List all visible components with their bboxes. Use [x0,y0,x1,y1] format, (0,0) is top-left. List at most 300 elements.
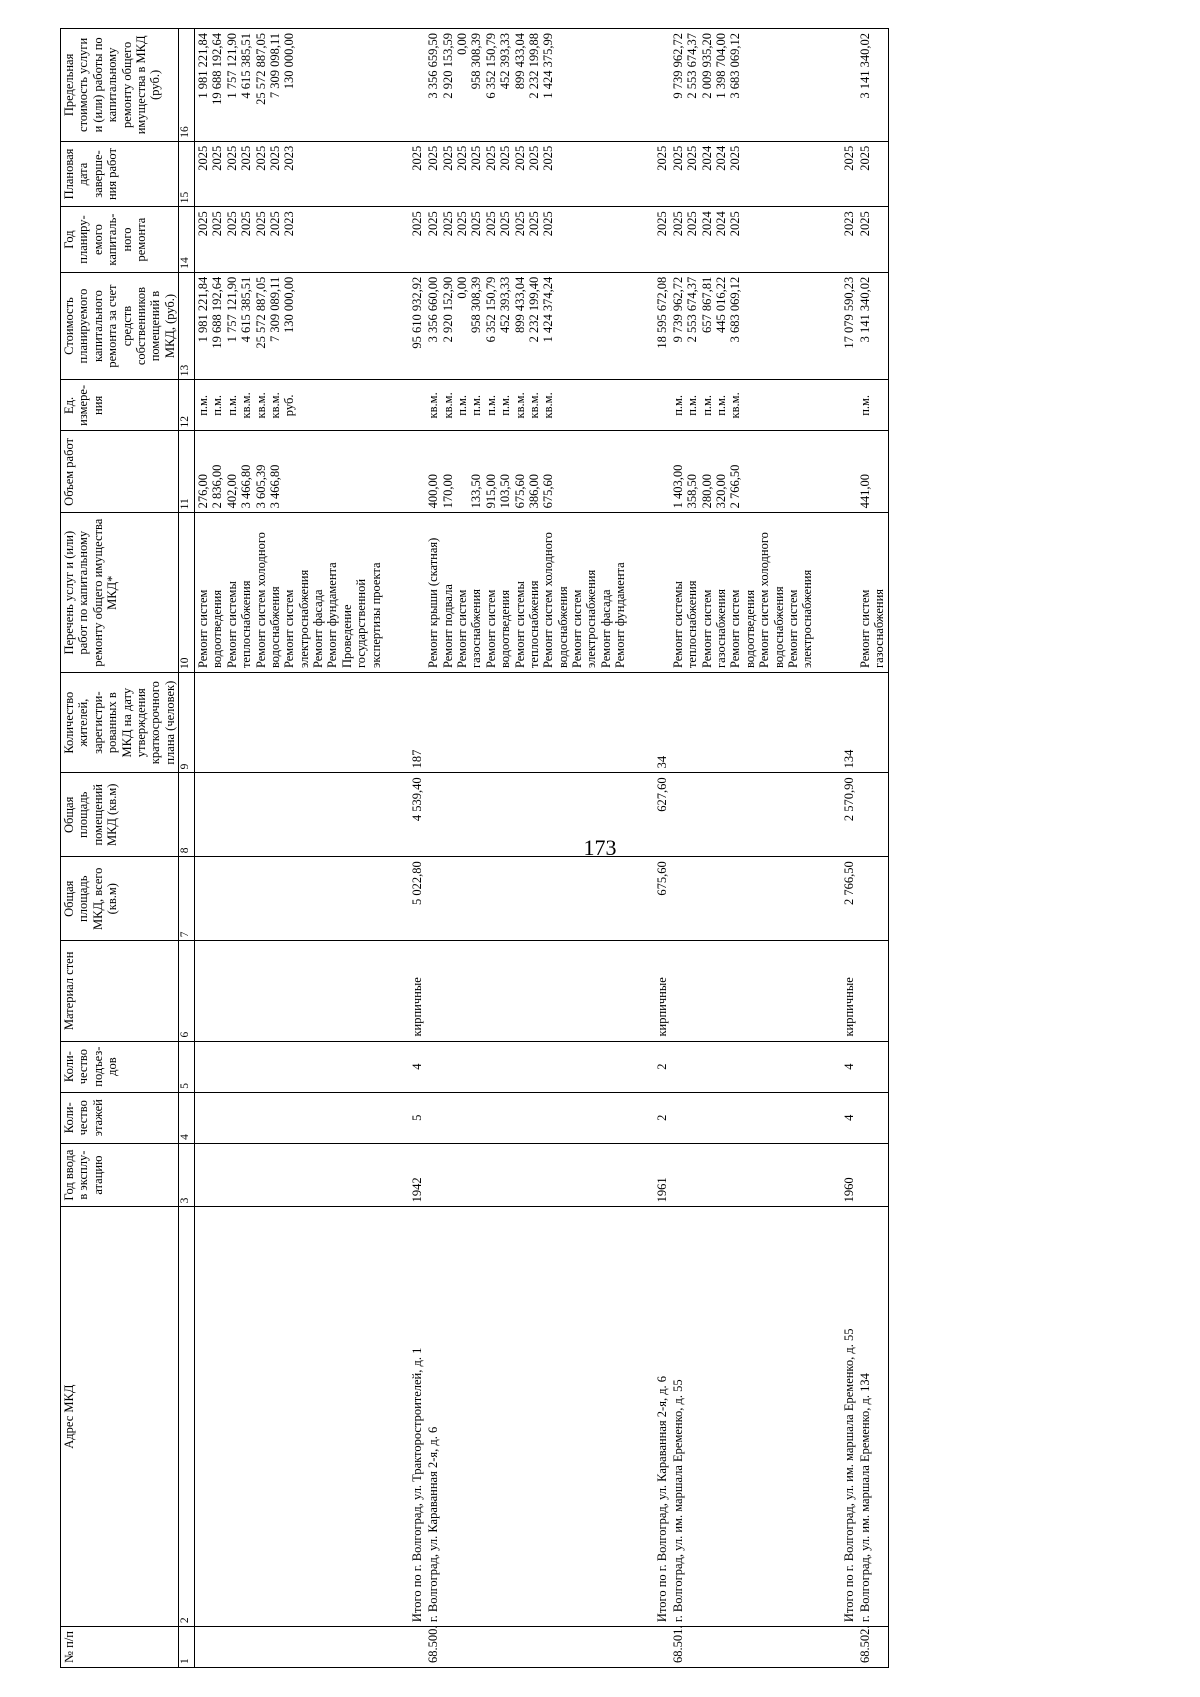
cell-line: 2 553 674,37 [685,33,700,99]
cell-wall: кирпичные [629,941,670,1041]
cell-line: 6 352 150,79 [483,276,498,343]
cell-line: 17 079 590,23 [841,276,856,349]
cell-address: Итого по г. Волгоград, ул. Тракторостроителей, д. 1 [384,1207,425,1627]
header-cell: Стоимость планируемого капитального ремонта за счет средств собственников помещений в МКД, (руб.) [61,272,179,379]
cell-limit [195,29,384,142]
cell-plan-year [670,207,816,273]
cell-line: Проведение государственной экспертизы проекта [339,562,383,669]
cell-residents [670,673,816,773]
cell-end-year [384,141,425,207]
cell-line: 2 009 935,20 [699,33,714,99]
cell-year-built: 1961 [629,1143,670,1206]
cell-year-built [195,1143,384,1206]
cell-line: 3 141 340,02 [858,33,872,99]
column-number-cell: 5 [179,1041,195,1092]
cell-year-built [857,1143,888,1206]
cell-residents: 134 [816,673,857,773]
cell-line: руб. [282,394,297,417]
header-cell: Год ввода в эксплу-атацию [61,1143,179,1206]
cell-area-rooms [195,773,384,857]
cell-line: 2025 [224,145,239,171]
cell-line: 25 572 887,05 [253,276,268,349]
cell-line: 2025 [483,211,498,237]
cell-line: 899 433,04 [512,276,527,334]
column-number-cell: 16 [179,29,195,142]
cell-address: Итого по г. Волгоград, ул. им. маршала Еременко, д. 55 [816,1207,857,1627]
cell-line: п.м. [498,394,513,416]
cell-plan-year [425,207,628,273]
column-number-cell: 7 [179,857,195,941]
cell-line: 170,00 [440,473,455,509]
cell-line: 2025 [512,145,527,171]
cell-line: 441,00 [858,473,872,509]
cell-line: Ремонт подвала [440,584,455,669]
cell-line: 2025 [858,211,872,237]
cell-wall [857,941,888,1041]
cell-unit [425,380,628,431]
cell-line: Ремонт систем водоотведения [196,589,225,669]
cell-wall: кирпичные [384,941,425,1041]
cell-residents [857,673,888,773]
cell-line: 2025 [858,145,872,171]
cell-line: 19 688 192,64 [210,33,225,105]
cell-floors [425,1092,628,1143]
cell-line: 103,50 [498,473,513,509]
cell-num [384,1627,425,1668]
cell-line: п.м. [699,394,714,416]
cell-address: Итого по г. Волгоград, ул. Караванная 2-я, д. 6 [629,1207,670,1627]
cell-address: г. Волгоград, ул. Караванная 2-я, д. 6 [425,1207,628,1627]
cell-line: 133,50 [469,473,484,509]
cell-work [629,513,670,673]
cell-line: 2025 [498,145,513,171]
cell-cost [670,272,816,379]
header-row [61,29,179,1668]
cell-line: кв.м. [426,392,441,419]
cell-line: 2025 [654,145,669,171]
cell-line: 6 352 150,79 [483,33,498,99]
cell-line: 2024 [714,145,728,171]
cell-volume [425,431,628,513]
cell-line: п.м. [670,394,685,416]
column-number-cell: 14 [179,207,195,273]
cell-line: Ремонт систем водоотведения [728,589,757,669]
cell-line: 2 232 199,40 [526,276,541,343]
cell-line: 0,00 [455,33,469,55]
header-cell: Общая площадь помещений МКД (кв.м) [61,773,179,857]
cell-line: 130 000,00 [282,33,297,90]
cell-line: 1 757 121,90 [224,33,239,99]
cell-cost [384,272,425,379]
table-row [425,29,628,1668]
cell-line: 400,00 [426,473,441,509]
cell-line: 276,00 [196,473,210,509]
cell-wall: кирпичные [816,941,857,1041]
cell-line: 2025 [239,145,254,171]
cell-area-total: 5 022,80 [384,857,425,941]
column-number-cell: 15 [179,141,195,207]
cell-line: 657 867,81 [699,276,714,334]
cell-line: 2025 [409,145,424,171]
cell-work [857,513,888,673]
cell-line: Ремонт систем газоснабжения [455,588,484,669]
cell-year-built: 1942 [384,1143,425,1206]
cell-volume [384,431,425,513]
column-number-cell: 2 [179,1207,195,1627]
cell-area-rooms: 4 539,40 [384,773,425,857]
header-cell: Предельная стоимость услуги и (или) работы по капитальному ремонту общего имущества в МКД (руб.) [61,29,179,142]
table-row [857,29,888,1668]
cell-line: 7 309 098,11 [267,33,282,99]
cell-volume [857,431,888,513]
column-number-cell: 11 [179,431,195,513]
cell-area-total [195,857,384,941]
cell-line: Ремонт фундамента [325,562,340,669]
cell-floors [857,1092,888,1143]
cell-work [670,513,816,673]
cell-line: п.м. [469,394,484,416]
cell-line: 3 466,80 [239,464,254,509]
cell-wall [425,941,628,1041]
cell-limit [816,29,857,142]
cell-work [384,513,425,673]
cell-line: 2025 [210,211,225,237]
header-cell: Коли-чество этажей [61,1092,179,1143]
table-row [195,29,384,1668]
cell-line: 2025 [841,145,856,171]
cell-line: кв.м. [267,392,282,419]
cell-line: 2025 [541,211,556,237]
cell-line: 2025 [541,145,556,171]
column-number-cell: 4 [179,1092,195,1143]
cell-area-rooms: 627,60 [629,773,670,857]
cell-line: 2024 [699,145,714,171]
cell-area-total [670,857,816,941]
cell-line: 2025 [512,211,527,237]
total-row [816,29,857,1668]
cell-line: п.м. [196,394,210,416]
cell-line: п.м. [714,394,728,416]
cell-line: 358,50 [685,473,700,509]
cell-line: 675,60 [541,473,556,509]
cell-line: 2 553 674,37 [685,276,700,343]
cell-line: 2025 [253,211,268,237]
cell-year-built [670,1143,816,1206]
cell-line: п.м. [483,394,498,416]
cell-line: 2025 [526,145,541,171]
cell-line: Ремонт систем газоснабжения [858,588,887,669]
cell-line: 1 398 704,00 [714,33,728,99]
cell-line: 2 232 199,88 [526,33,541,99]
cell-residents: 34 [629,673,670,773]
column-number-cell: 13 [179,272,195,379]
cell-year-built: 1960 [816,1143,857,1206]
cell-line: 3 356 659,50 [426,33,441,99]
header-cell: Адрес МКД [61,1207,179,1627]
cell-line: 0,00 [455,276,469,299]
cell-line: п.м. [224,394,239,416]
cell-wall [195,941,384,1041]
cell-line: 1 981 221,84 [196,33,210,99]
cell-area-rooms: 2 570,90 [816,773,857,857]
cell-line: 2025 [267,145,282,171]
cell-line: 452 393,33 [498,33,513,90]
cell-limit [384,29,425,142]
cell-unit [195,380,384,431]
header-cell: Общая площадь МКД, всего (кв.м) [61,857,179,941]
header-cell: Год планиру-емого капиталь-ного ремонта [61,207,179,273]
cell-limit [670,29,816,142]
cell-line: 2025 [469,145,484,171]
cell-line: Ремонт систем холодного водоснабжения [541,532,570,669]
cell-line: 2025 [469,211,484,237]
cell-line: 1 981 221,84 [196,276,210,343]
cell-work [425,513,628,673]
cell-line: кв.м. [440,392,455,419]
column-number-cell: 12 [179,380,195,431]
cell-line: 1 757 121,90 [224,276,239,343]
cell-line: 3 683 069,12 [728,276,743,343]
cell-line [282,435,296,508]
cell-num: 68.502. [857,1627,888,1668]
cell-unit [629,380,670,431]
cell-line: 2025 [224,211,239,237]
cell-entrances [670,1041,816,1092]
header-cell: Количество жителей, зарегистри-рованных в МКД на дату утверждения краткосрочного плана (человек) [61,673,179,773]
cell-residents [195,673,384,773]
cell-area-total [857,857,888,941]
cell-line: 280,00 [699,473,714,509]
cell-entrances [195,1041,384,1092]
cell-line: 18 595 672,08 [654,276,669,349]
cell-num: 68.501. [670,1627,816,1668]
cell-plan-year [195,207,384,273]
cell-area-total [425,857,628,941]
cell-line: 7 309 089,11 [267,276,282,342]
cell-line: 2025 [498,211,513,237]
cell-line: 9 739 962,72 [670,33,685,99]
cell-limit [629,29,670,142]
header-cell: Плановая дата заверше-ния работ [61,141,179,207]
cell-line: 130 000,00 [282,276,297,334]
cell-area-total: 2 766,50 [816,857,857,941]
cell-line: Ремонт систем электроснабжения [282,569,311,669]
cell-residents [425,673,628,773]
cell-volume [816,431,857,513]
cell-entrances: 2 [629,1041,670,1092]
cell-line: Ремонт системы теплоснабжения [670,580,700,669]
cell-line: 2025 [483,145,498,171]
cell-plan-year [857,207,888,273]
cell-area-rooms [670,773,816,857]
cell-line: кв.м. [512,392,527,419]
cell-plan-year [384,207,425,273]
column-number-row [179,29,195,1668]
cell-line: 3 683 069,12 [728,33,743,99]
cell-year-built [425,1143,628,1206]
cell-line: Ремонт систем электроснабжения [570,569,599,669]
cell-work [195,513,384,673]
cell-line: 2025 [267,211,282,237]
cell-entrances [425,1041,628,1092]
cell-line: 2023 [282,211,297,237]
header-cell: Перечень услуг и (или) работ по капитальному ремонту общего имущества МКД* [61,513,179,673]
header-cell: № п/п [61,1627,179,1668]
cell-line: 2025 [728,211,743,237]
cell-line: 2 766,50 [728,464,743,509]
cell-line: п.м. [685,394,700,416]
cell-floors: 2 [629,1092,670,1143]
column-number-cell: 3 [179,1143,195,1206]
cell-line: 2024 [699,211,714,237]
cell-floors: 4 [816,1092,857,1143]
cell-line: 2025 [670,211,685,237]
cell-line: Ремонт крыши (скатная) [426,537,441,669]
cell-end-year [629,141,670,207]
cell-line: кв.м. [541,392,556,419]
cell-line: 445 016,22 [714,276,728,334]
cell-line: Ремонт систем холодного водоснабжения [757,532,786,669]
cell-address: г. Волгоград, ул. им. маршала Еременко, д. 134 [857,1207,888,1627]
cell-line: Ремонт фасада [311,589,325,669]
cell-line: Ремонт фасада [598,589,613,669]
cell-line: Ремонт систем водоотведения [483,589,513,669]
page-number: 173 [583,835,617,860]
cell-line: 25 572 887,05 [253,33,268,105]
cell-line: 402,00 [224,473,239,509]
cell-num [816,1627,857,1668]
cell-line: 2025 [728,145,743,171]
cell-line: 2 920 152,90 [440,276,455,343]
cell-line: кв.м. [728,392,743,419]
cell-line: 4 615 385,51 [239,276,254,343]
cell-area-total: 675,60 [629,857,670,941]
cell-volume [629,431,670,513]
cell-line: Ремонт систем холодного водоснабжения [253,532,282,669]
cell-entrances: 4 [816,1041,857,1092]
cell-unit [670,380,816,431]
cell-area-rooms [857,773,888,857]
cell-address: г. Волгоград, ул. им. маршала Еременко, д. 55 [670,1207,816,1627]
total-row [384,29,425,1668]
cell-limit [857,29,888,142]
header-cell: Объем работ [61,431,179,513]
cell-line: Ремонт системы теплоснабжения [512,580,541,669]
cell-line: 4 615 385,51 [239,33,254,99]
cell-plan-year [629,207,670,273]
cell-line: Ремонт фундамента [613,562,628,669]
cell-end-year [670,141,816,207]
cell-line: кв.м. [526,392,541,419]
cell-line: 3 466,80 [267,464,282,509]
cell-line: 2025 [196,211,210,237]
cell-floors: 5 [384,1092,425,1143]
header-cell: Материал стен [61,941,179,1041]
cell-line: 958 308,39 [469,33,484,90]
total-row [629,29,670,1668]
cell-cost [816,272,857,379]
cell-line: 9 739 962,72 [670,276,685,343]
cell-line: 1 403,00 [670,464,685,509]
column-number-cell: 10 [179,513,195,673]
cell-line: 3 605,39 [253,464,268,509]
cell-line: 2025 [455,211,469,237]
cell-line: 320,00 [714,473,728,509]
cell-num [195,1627,384,1668]
header-cell: Ед. измере-ния [61,380,179,431]
cell-line: Ремонт систем газоснабжения [699,588,728,669]
cell-line: 2025 [654,211,669,237]
cell-line: 3 356 660,00 [426,276,441,343]
cell-line: 2025 [426,211,441,237]
cell-unit [857,380,888,431]
cell-cost [195,272,384,379]
cell-line: 2025 [239,211,254,237]
cell-line: 3 141 340,02 [858,276,872,343]
cell-line: Ремонт системы теплоснабжения [224,580,254,669]
cell-work [816,513,857,673]
column-number-cell: 1 [179,1627,195,1668]
cell-end-year [816,141,857,207]
cell-cost [629,272,670,379]
header-cell: Коли-чество подъез-дов [61,1041,179,1092]
cell-line: 95 610 932,92 [409,276,424,349]
cell-line: 958 308,39 [469,276,484,334]
table-row [670,29,816,1668]
cell-entrances: 4 [384,1041,425,1092]
cell-limit [425,29,628,142]
cell-cost [425,272,628,379]
cell-line: 386,00 [526,473,541,509]
cell-line: 2025 [440,211,455,237]
cell-num [629,1627,670,1668]
cell-line: 675,60 [512,473,527,509]
cell-end-year [195,141,384,207]
cell-line: 2025 [440,145,455,171]
cell-line: Ремонт систем электроснабжения [785,569,815,669]
cell-area-rooms [425,773,628,857]
cell-line: 2025 [253,145,268,171]
cell-end-year [425,141,628,207]
cell-line: 2025 [455,145,469,171]
cell-address [195,1207,384,1627]
cell-entrances [857,1041,888,1092]
cell-line: 2025 [196,145,210,171]
column-number-cell: 8 [179,773,195,857]
repair-plan-table [60,28,889,1668]
cell-num: 68.500. [425,1627,628,1668]
cell-line: 1 424 375,99 [541,33,556,99]
cell-volume [670,431,816,513]
cell-line: кв.м. [253,392,268,419]
cell-floors [195,1092,384,1143]
cell-line: 2 920 153,59 [440,33,455,99]
cell-line: 2025 [409,211,424,237]
cell-line: 452 393,33 [498,276,513,334]
cell-line: п.м. [210,394,225,416]
cell-residents: 187 [384,673,425,773]
cell-line: 2025 [685,145,700,171]
cell-line: 2025 [426,145,441,171]
cell-unit [384,380,425,431]
cell-line: кв.м. [239,392,254,419]
cell-line: 1 424 374,24 [541,276,556,343]
cell-line: 19 688 192,64 [210,276,225,349]
cell-volume [195,431,384,513]
cell-line: 2025 [670,145,685,171]
cell-line: 2024 [714,211,728,237]
cell-line: 2025 [526,211,541,237]
